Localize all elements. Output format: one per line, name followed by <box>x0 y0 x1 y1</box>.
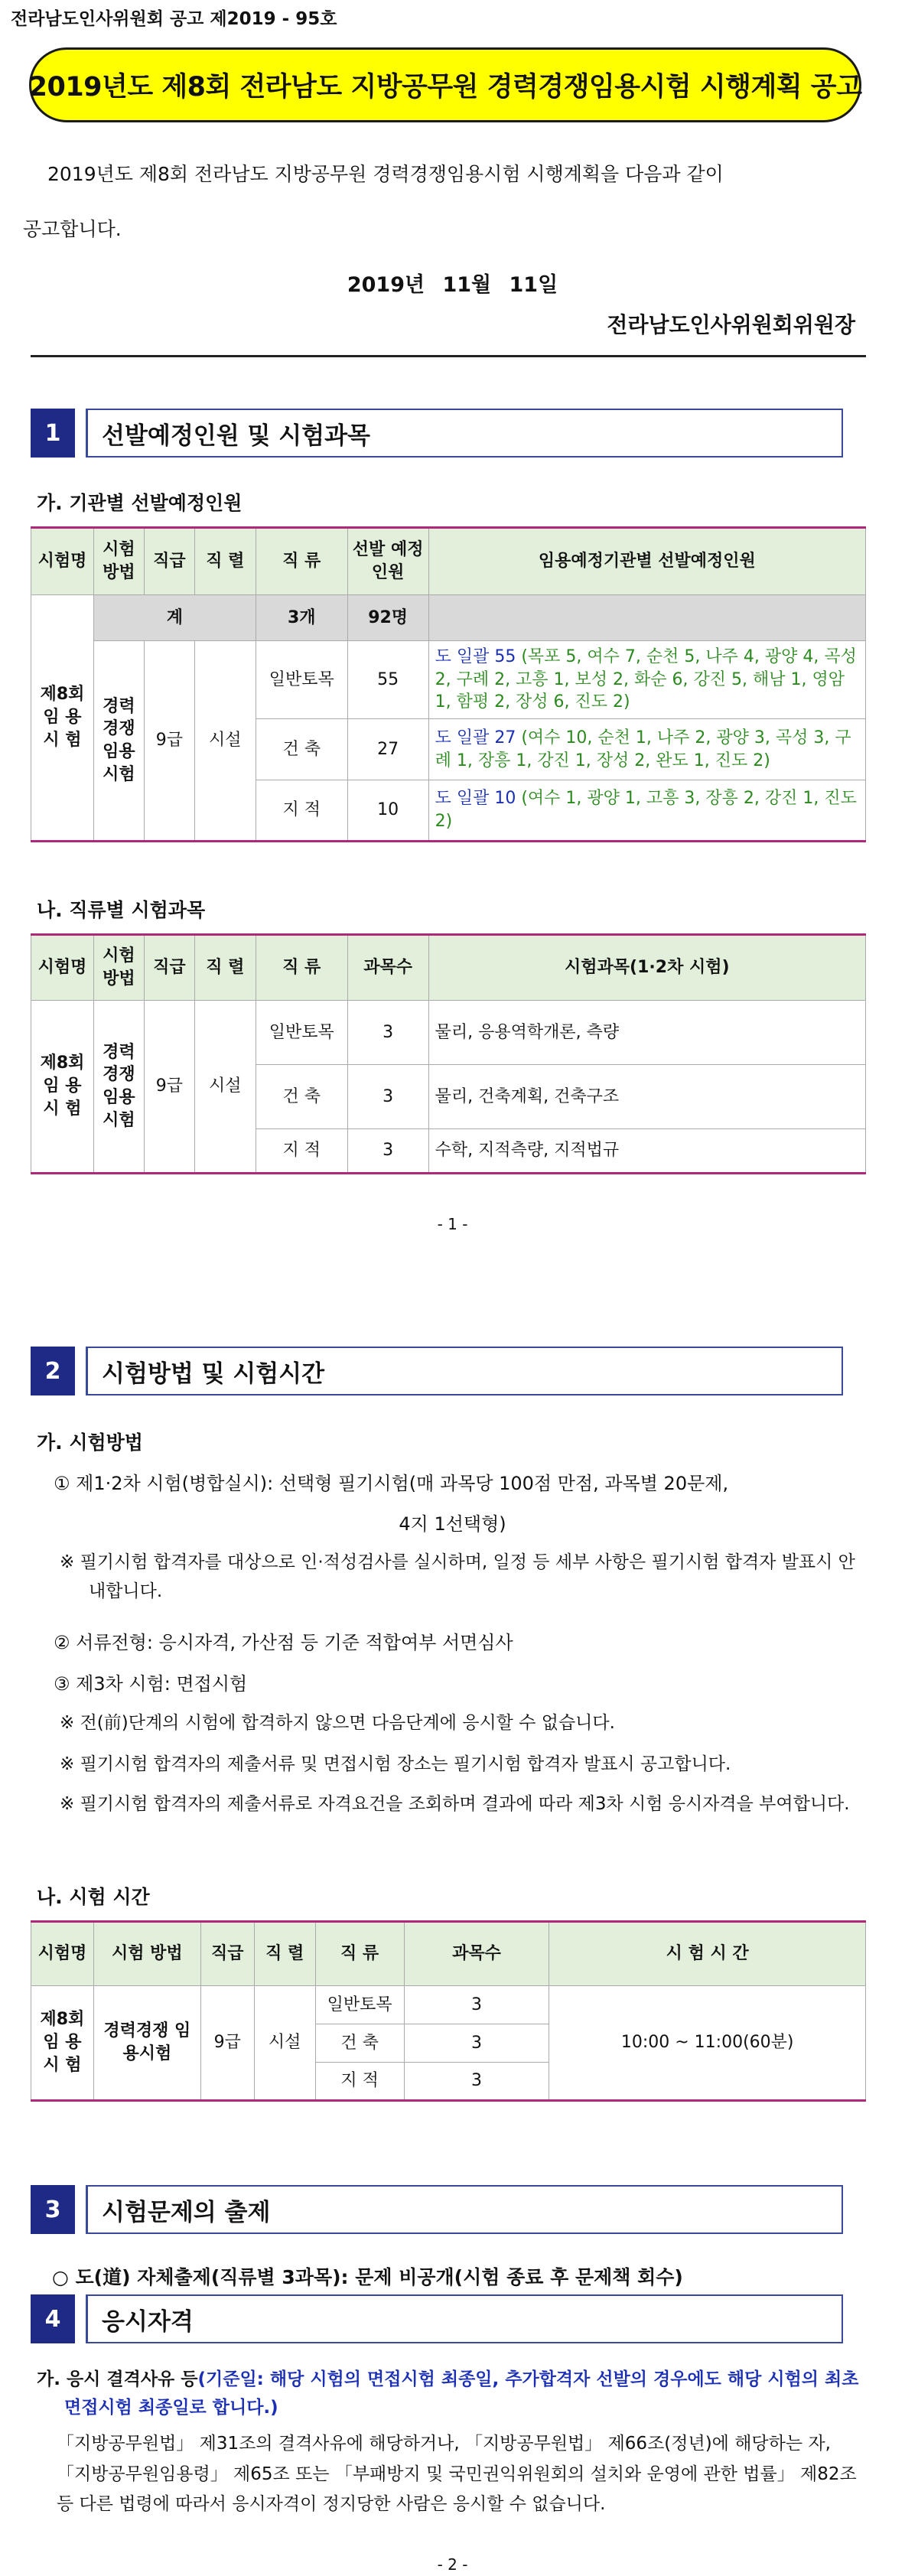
method-note-2: ※ 전(前)단계의 시험에 합격하지 않으면 다음단계에 응시할 수 없습니다. <box>60 1713 615 1733</box>
header-exam-time: 시 험 시 간 <box>549 1922 866 1986</box>
class-cell: 건 축 <box>256 719 347 780</box>
page-number-2: - 2 - <box>437 2555 468 2574</box>
subject-count-cell: 3 <box>347 1129 428 1174</box>
count-cell: 10 <box>347 780 428 842</box>
method-item-1: ① 제1·2차 시험(병합실시): 선택형 필기시험(매 과목당 100점 만점, 과목별 20문제, <box>54 1473 729 1494</box>
header-exam-name: 시험명 <box>31 1922 94 1986</box>
class-cell: 지 적 <box>315 2063 404 2101</box>
section-4a-lead: 가. 응시 결격사유 등 <box>37 2369 198 2389</box>
series-cell: 시설 <box>194 1001 256 1174</box>
series-cell: 시설 <box>194 641 256 842</box>
subject-count-cell: 3 <box>404 1986 549 2024</box>
section-4-number: 4 <box>31 2294 75 2343</box>
section-1-number: 1 <box>31 409 75 458</box>
exam-time-cell: 10:00 ~ 11:00(60분) <box>549 1986 866 2101</box>
method-item-2: ② 서류전형: 응시자격, 가산점 등 기준 적합여부 서면심사 <box>54 1632 513 1653</box>
section-3-number: 3 <box>31 2185 75 2234</box>
total-people: 92명 <box>347 595 428 641</box>
header-series: 직 렬 <box>194 528 256 595</box>
header-series: 직 렬 <box>194 935 256 1001</box>
section-4-heading <box>31 2294 843 2343</box>
section-4a-basis: (기준일: 해당 시험의 면접시험 최종일, 추가합격자 선발의 경우에도 해당 시험의 최초 면접시험 최종일로 합니다.) <box>64 2369 859 2418</box>
exam-name-cell: 제8회 임 용 시 험 <box>31 1986 94 2101</box>
method-note-4: ※ 필기시험 합격자의 제출서류로 자격요건을 조회하며 결과에 따라 제3차 시험 응시자격을 부여합니다. <box>60 1794 850 1814</box>
exam-method-cell: 경력경쟁 임용시험 <box>93 1986 200 2101</box>
section-4a-body: 「지방공무원법」 제31조의 결격사유에 해당하거나, 「지방공무원법」 제66조(정년)에 해당하는 자, 「지방공무원임용령」 제65조 또는 「부패방지 및 국민권익위원회의 설치와 운영에 관한 법률」 제82조 등 다른 법령에 따라서 응시자격이 정지당한 사람은 응시할 수 없습니다. <box>57 2434 857 2515</box>
class-cell: 지 적 <box>256 780 347 842</box>
allocation-cell <box>428 719 865 780</box>
allocation-detail: (여수 10, 순천 1, 나주 2, 광양 3, 곡성 3, 구례 1, 장흥 1, 강진 1, 장성 2, 완도 1, 진도 2) <box>435 728 851 770</box>
header-subjects: 시험과목(1·2차 시험) <box>428 935 865 1001</box>
header-divider <box>31 355 866 357</box>
notice-number: 전라남도인사위원회 공고 제2019 - 95호 <box>11 9 337 29</box>
grade-cell: 9급 <box>200 1986 254 2101</box>
subsection-2b-title: 나. 시험 시간 <box>37 1886 150 1908</box>
exam-name-cell: 제8회 임 용 시 험 <box>31 595 94 842</box>
header-grade: 직급 <box>200 1922 254 1986</box>
allocation-head: 도 일괄 27 <box>435 728 516 747</box>
allocation-detail: (목포 5, 여수 7, 순천 5, 나주 4, 광양 4, 곡성 2, 구례 2, 고흥 1, 보성 2, 화순 6, 강진 5, 해남 1, 영암 1, 함평 2, 장성 6, 진도 2) <box>435 646 857 712</box>
section-4-title: 응시자격 <box>86 2294 843 2343</box>
header-exam-method: 시험 방법 <box>93 935 144 1001</box>
section-1-title: 선발예정인원 및 시험과목 <box>86 409 843 458</box>
subject-count-cell: 3 <box>404 2024 549 2063</box>
count-cell: 55 <box>347 641 428 719</box>
header-class: 직 류 <box>315 1922 404 1986</box>
subjects-cell: 물리, 건축계획, 건축구조 <box>428 1065 865 1129</box>
header-exam-method: 시험 방법 <box>93 528 144 595</box>
section-2-title: 시험방법 및 시험시간 <box>86 1347 843 1395</box>
allocation-head: 도 일괄 55 <box>435 646 516 666</box>
class-cell: 건 축 <box>315 2024 404 2063</box>
page-title: 2019년도 제8회 전라남도 지방공무원 경력경쟁임용시험 시행계획 공고 <box>29 47 861 122</box>
subsection-1b-title: 나. 직류별 시험과목 <box>37 899 206 921</box>
subsection-1a-title: 가. 기관별 선발예정인원 <box>37 492 243 514</box>
table-row <box>31 1001 866 1065</box>
section-3-heading <box>31 2185 843 2234</box>
method-note-3: ※ 필기시험 합격자의 제출서류 및 면접시험 장소는 필기시험 합격자 발표시 공고합니다. <box>60 1754 731 1774</box>
header-exam-method: 시험 방법 <box>93 1922 200 1986</box>
header-exam-name: 시험명 <box>31 935 94 1001</box>
section-3-title: 시험문제의 출제 <box>86 2185 843 2234</box>
subject-count-cell: 3 <box>347 1065 428 1129</box>
header-subject-count: 과목수 <box>347 935 428 1001</box>
grade-cell: 9급 <box>144 1001 194 1174</box>
section-2-number: 2 <box>31 1347 75 1395</box>
subjects-cell: 물리, 응용역학개론, 측량 <box>428 1001 865 1065</box>
issuing-organization: 전라남도인사위원회위원장 <box>607 312 855 337</box>
header-subject-count: 과목수 <box>404 1922 549 1986</box>
exam-time-table <box>31 1920 866 2102</box>
series-cell: 시설 <box>254 1986 315 2101</box>
header-grade: 직급 <box>144 528 194 595</box>
allocation-cell <box>428 780 865 842</box>
intro-text-line-1: 2019년도 제8회 전라남도 지방공무원 경력경쟁임용시험 시행계획을 다음과 같이 <box>47 163 724 185</box>
page-number-1: - 1 - <box>437 1215 468 1233</box>
total-label: 계 <box>93 595 256 641</box>
class-cell: 일반토목 <box>315 1986 404 2024</box>
class-cell: 지 적 <box>256 1129 347 1174</box>
section-2-heading <box>31 1347 843 1395</box>
exam-method-cell: 경력 경쟁 임용 시험 <box>93 1001 144 1174</box>
subject-count-cell: 3 <box>404 2063 549 2101</box>
total-blank <box>428 595 865 641</box>
header-class: 직 류 <box>256 935 347 1001</box>
class-cell: 건 축 <box>256 1065 347 1129</box>
allocation-detail: (여수 1, 광양 1, 고흥 3, 장흥 2, 강진 1, 진도 2) <box>435 789 857 831</box>
header-grade: 직급 <box>144 935 194 1001</box>
subjects-cell: 수학, 지적측량, 지적법규 <box>428 1129 865 1174</box>
count-cell: 27 <box>347 719 428 780</box>
class-cell: 일반토목 <box>256 1001 347 1065</box>
section-3-content: ○ 도(道) 자체출제(직류별 3과목): 문제 비공개(시험 종료 후 문제책 회수) <box>52 2266 683 2288</box>
table-row <box>31 1986 866 2024</box>
subsection-2a-title: 가. 시험방법 <box>37 1431 143 1454</box>
method-item-1-continued: 4지 1선택형) <box>399 1513 506 1535</box>
recruitment-table <box>31 526 866 842</box>
allocation-cell <box>428 641 865 719</box>
section-4a-title <box>37 2366 863 2422</box>
header-exam-name: 시험명 <box>31 528 94 595</box>
allocation-head: 도 일괄 10 <box>435 789 516 809</box>
header-class: 직 류 <box>256 528 347 595</box>
subject-count-cell: 3 <box>347 1001 428 1065</box>
subjects-table <box>31 933 866 1174</box>
exam-method-cell: 경력 경쟁 임용 시험 <box>93 641 144 842</box>
grade-cell: 9급 <box>144 641 194 842</box>
method-note-1: ※ 필기시험 합격자를 대상으로 인·적성검사를 실시하며, 일정 등 세부 사항은 필기시험 합격자 발표시 안내합니다. <box>60 1552 855 1601</box>
class-cell: 일반토목 <box>256 641 347 719</box>
intro-text-line-2: 공고합니다. <box>23 218 122 240</box>
announcement-date: 2019년 11월 11일 <box>347 273 558 297</box>
header-agency-allocation: 임용예정기관별 선발예정인원 <box>428 528 865 595</box>
total-class-count: 3개 <box>256 595 347 641</box>
section-1-heading <box>31 409 843 458</box>
header-series: 직 렬 <box>254 1922 315 1986</box>
table-row <box>31 641 866 719</box>
exam-name-cell: 제8회 임 용 시 험 <box>31 1001 94 1174</box>
method-item-3: ③ 제3차 시험: 면접시험 <box>54 1673 248 1695</box>
header-planned-count: 선발 예정 인원 <box>347 528 428 595</box>
